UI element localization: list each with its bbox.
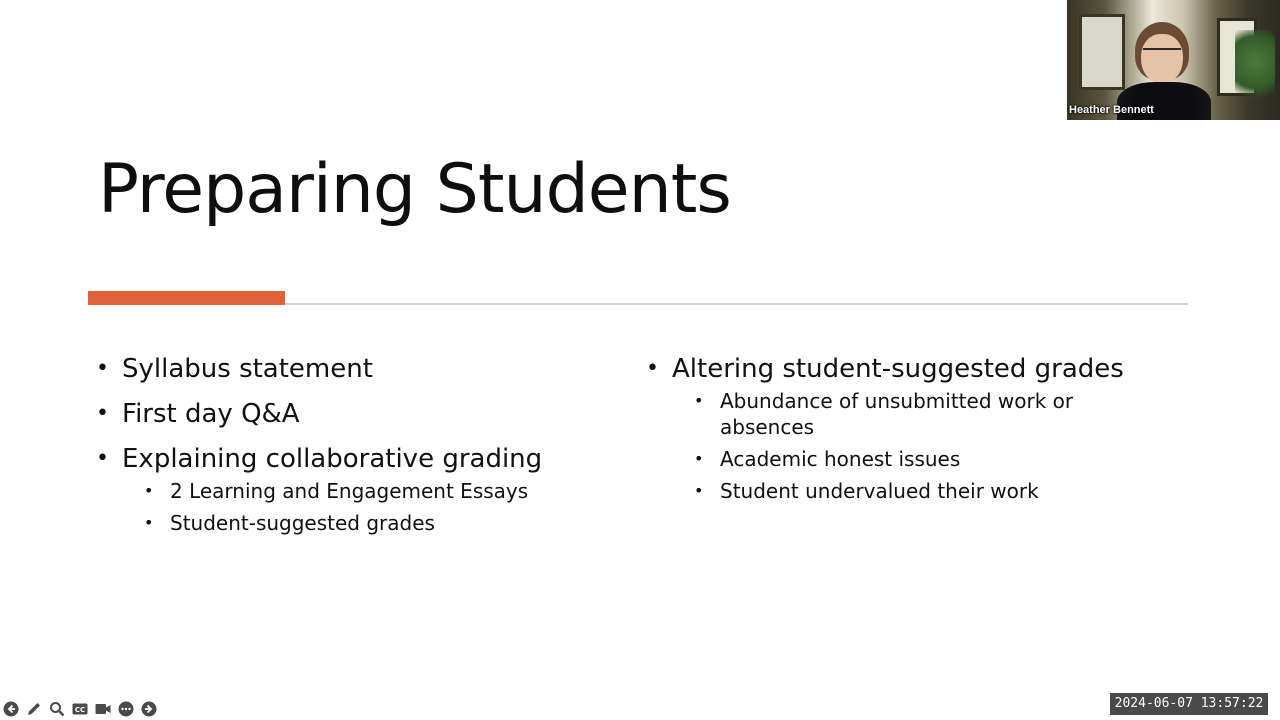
sub-bullet-dot: • <box>694 391 704 410</box>
recording-timestamp: 2024-06-07 13:57:22 <box>1110 693 1268 715</box>
zoom-icon[interactable] <box>48 700 66 718</box>
bullet-dot: • <box>96 446 109 471</box>
bullet-dot: • <box>96 401 109 426</box>
sub-bullet-text: Student-suggested grades <box>170 511 435 535</box>
participant-name-label: Heather Bennett <box>1069 104 1154 116</box>
previous-icon[interactable] <box>2 700 20 718</box>
participant-face <box>1141 34 1183 84</box>
participant-glasses <box>1143 48 1181 58</box>
camera-icon[interactable] <box>94 700 112 718</box>
bullet-item <box>646 352 1186 504</box>
sub-bullet-text: 2 Learning and Engagement Essays <box>170 479 529 503</box>
title-accent-bar <box>88 291 285 305</box>
participant-video-tile[interactable] <box>1067 0 1280 120</box>
slide-title: Preparing Students <box>98 150 731 229</box>
bullet-item <box>96 442 616 536</box>
bullet-text: First day Q&A <box>122 399 300 429</box>
bullet-item <box>96 397 616 431</box>
pen-icon[interactable] <box>25 700 43 718</box>
left-bullet-column <box>96 352 616 547</box>
video-background-window <box>1079 14 1125 90</box>
right-bullet-column <box>646 352 1186 515</box>
sub-bullet-dot: • <box>694 449 704 468</box>
sub-bullet-text: Abundance of unsubmitted work or absences <box>720 389 1074 439</box>
sub-bullet-item <box>672 446 1186 472</box>
bullet-text: Syllabus statement <box>122 354 373 384</box>
sub-bullet-dot: • <box>694 481 704 500</box>
next-icon[interactable] <box>140 700 158 718</box>
bullet-dot: • <box>96 356 109 381</box>
bullet-text: Altering student-suggested grades <box>672 354 1124 384</box>
bullet-item <box>96 352 616 386</box>
sub-bullet-item <box>122 510 616 536</box>
sub-bullet-text: Student undervalued their work <box>720 479 1039 503</box>
sub-bullet-item <box>672 478 1186 504</box>
sub-bullet-item <box>672 388 1120 440</box>
bullet-text: Explaining collaborative grading <box>122 444 543 474</box>
sub-bullet-item <box>122 478 616 504</box>
svg-text:CC: CC <box>74 706 86 714</box>
bullet-dot: • <box>646 356 659 381</box>
sub-bullet-dot: • <box>144 481 154 500</box>
captions-icon[interactable] <box>71 700 89 718</box>
sub-bullet-text: Academic honest issues <box>720 447 961 471</box>
sub-bullet-dot: • <box>144 513 154 532</box>
more-icon[interactable] <box>117 700 135 718</box>
video-background-plant <box>1235 30 1275 110</box>
slideshow-controls <box>2 700 158 718</box>
